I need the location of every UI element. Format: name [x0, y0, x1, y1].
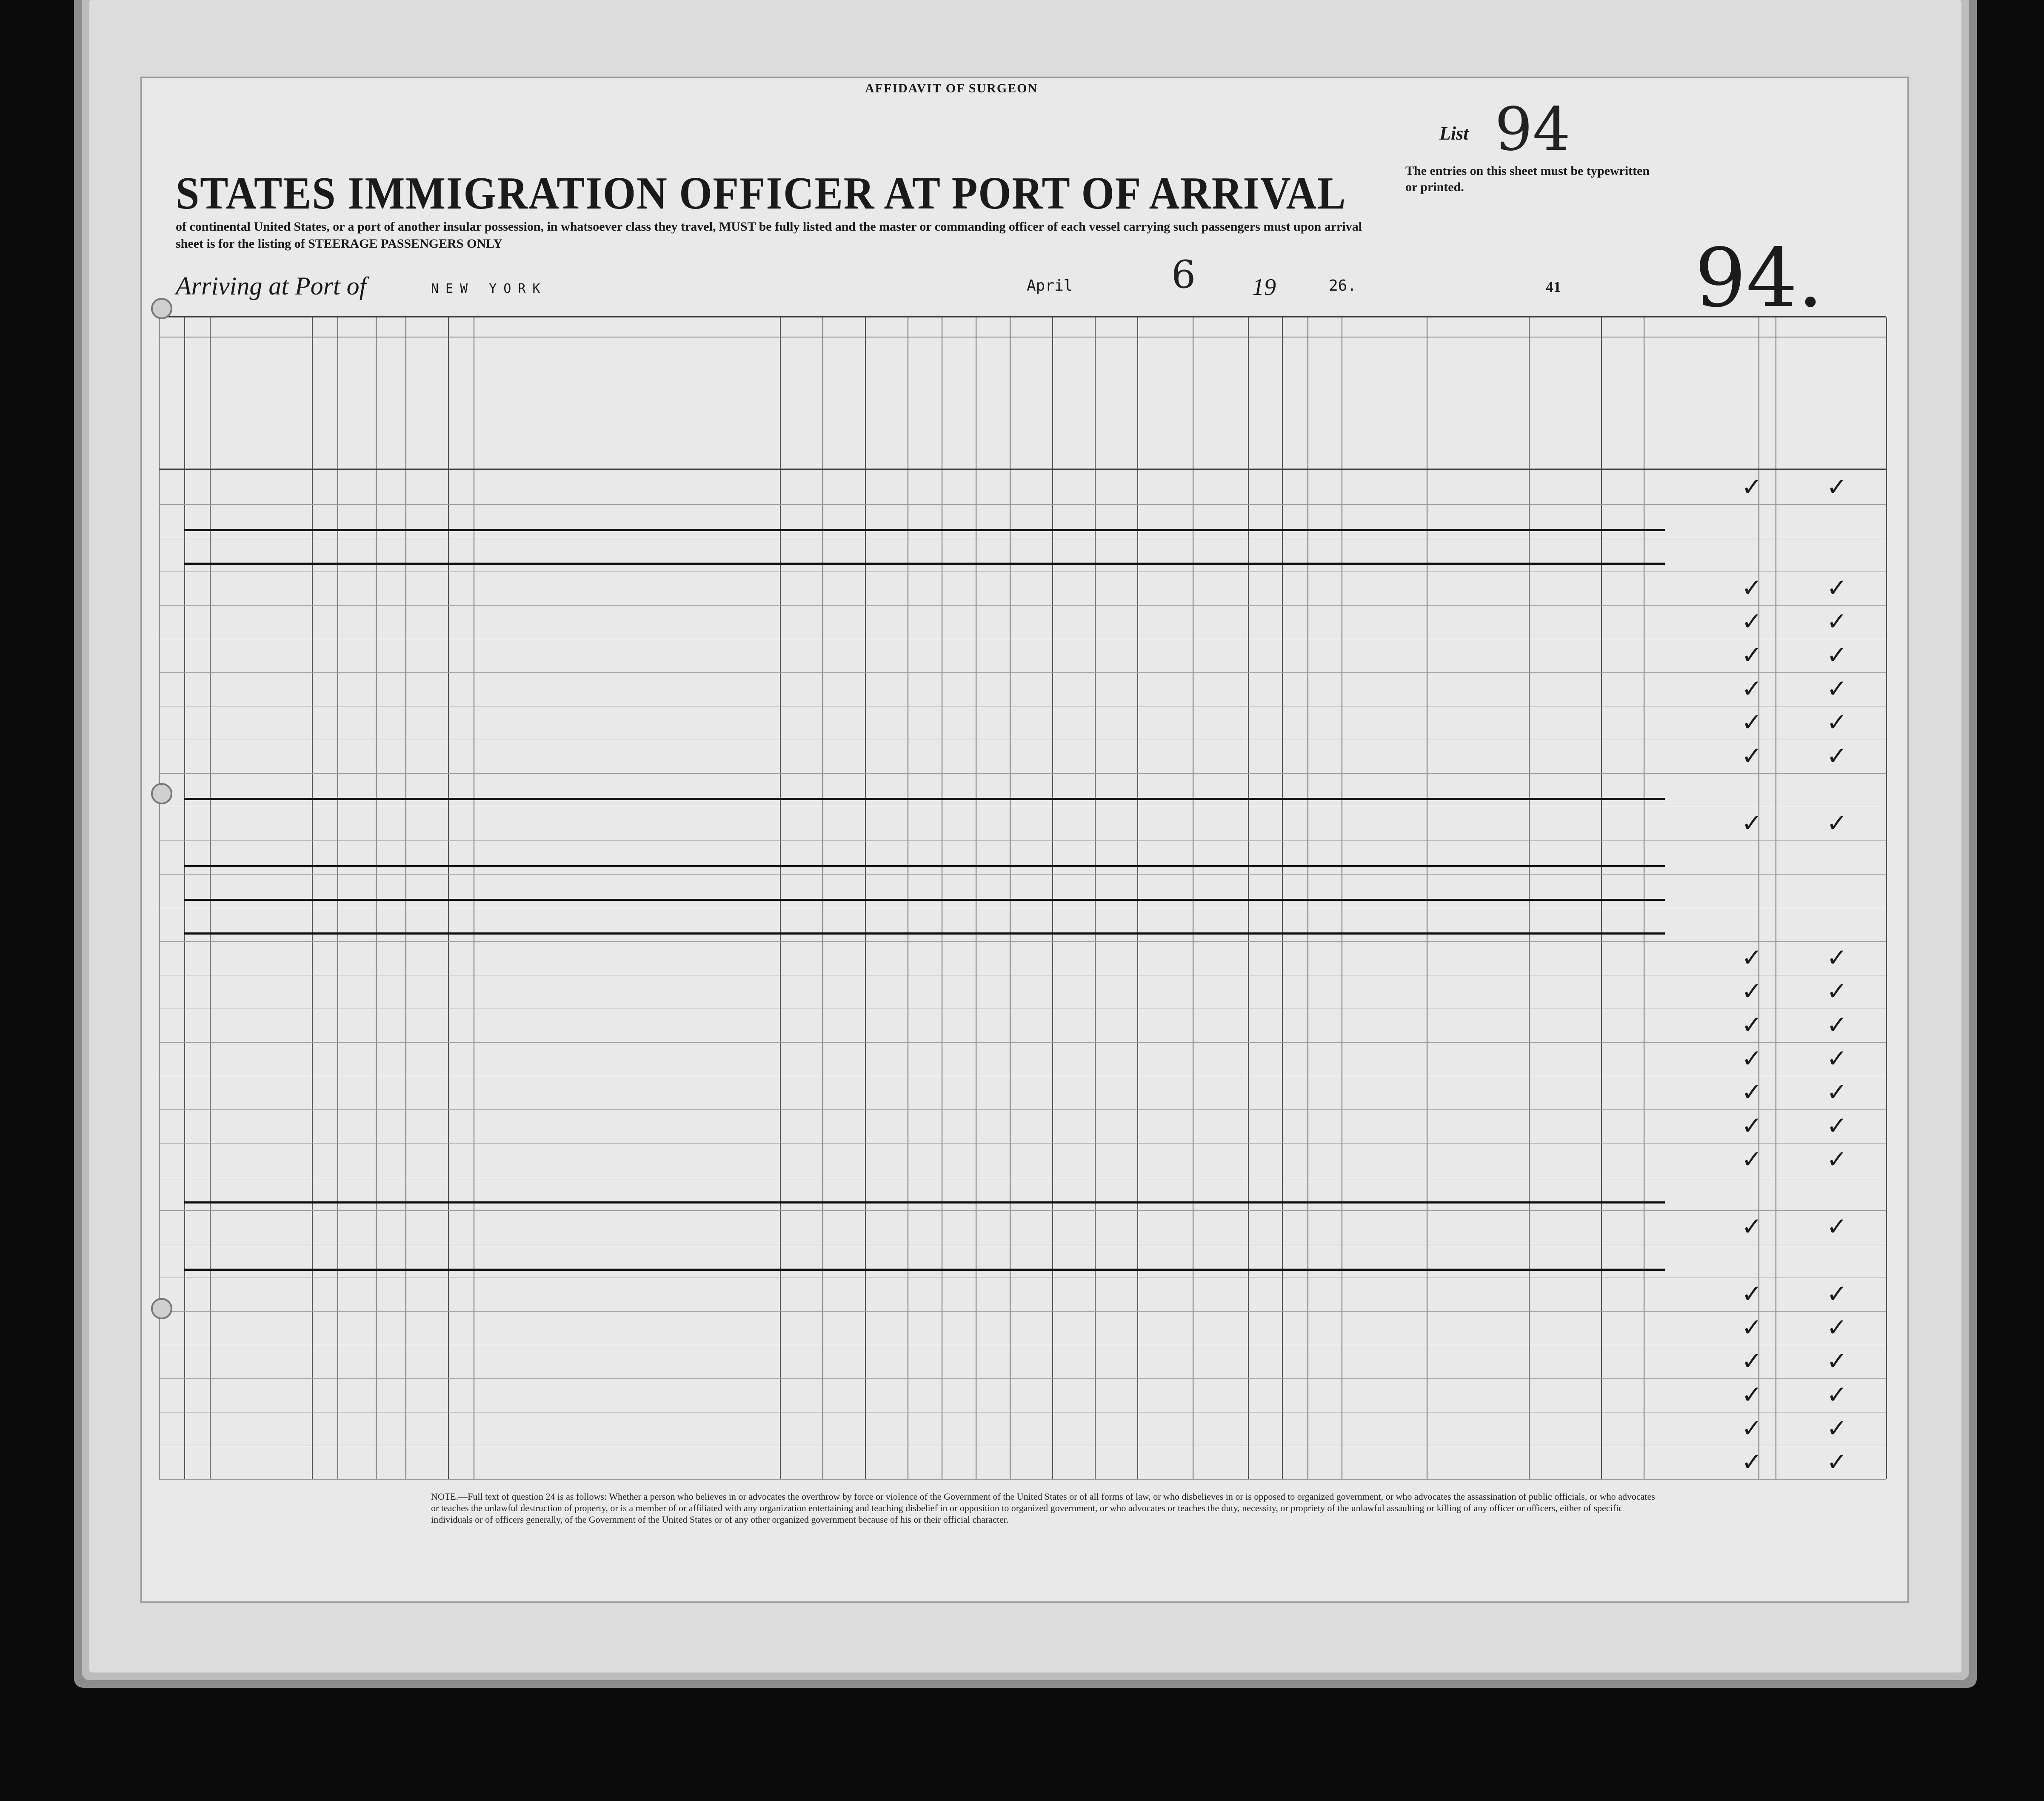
check-mark-icon: ✓ — [1741, 1010, 1762, 1039]
check-mark-icon: ✓ — [1827, 1212, 1847, 1241]
affidavit-heading: AFFIDAVIT OF SURGEON — [865, 81, 1038, 95]
column-divider — [337, 317, 338, 1479]
column-divider — [780, 317, 781, 1479]
strike-through-line — [184, 932, 1665, 935]
check-mark-icon: ✓ — [1827, 1380, 1847, 1409]
check-mark-icon: ✓ — [1741, 741, 1762, 770]
row-divider — [159, 874, 1886, 875]
row-divider — [159, 605, 1886, 606]
check-mark-icon: ✓ — [1827, 1145, 1847, 1174]
intro-text — [176, 218, 1622, 252]
check-mark-icon: ✓ — [1827, 1078, 1847, 1106]
check-mark-icon: ✓ — [1741, 640, 1762, 669]
check-mark-icon: ✓ — [1741, 1078, 1762, 1106]
passenger-table — [159, 316, 1886, 1479]
check-mark-icon: ✓ — [1827, 809, 1847, 838]
strike-through-line — [184, 798, 1665, 800]
check-mark-icon: ✓ — [1827, 1010, 1847, 1039]
column-divider — [184, 317, 185, 1479]
binder-hole — [151, 298, 172, 319]
typewritten-note: The entries on this sheet must be typewritten or printed. — [1405, 164, 1650, 194]
column-divider — [1137, 317, 1138, 1479]
check-mark-icon: ✓ — [1741, 472, 1762, 501]
column-divider — [312, 317, 313, 1479]
binder-hole — [151, 783, 172, 804]
arrival-day-handwritten: 6 — [1171, 252, 1196, 297]
strike-through-line — [184, 1269, 1665, 1271]
column-divider — [405, 317, 406, 1479]
check-mark-icon: ✓ — [1741, 1111, 1762, 1140]
check-mark-icon: ✓ — [1827, 573, 1847, 602]
column-divider — [1601, 317, 1602, 1479]
check-mark-icon: ✓ — [1827, 1279, 1847, 1308]
check-mark-icon: ✓ — [1741, 1380, 1762, 1409]
binder-hole — [151, 1298, 172, 1319]
question-24-note: NOTE.—Full text of question 24 is as follows: Whether a person who believes in or advocates the overthrow by force or violence of the Government of the United States or of all forms of law, or who disbelieves in or is opposed to organized government, or who advocates the assassination of public officials, or who advocates or teaches the unlawful destruction of property, or is a member of or affiliated with any organization entertaining and teaching disbelief in or opposition to organized government, or who advocates or teaches the duty, necessity, or propriety of the unlawful assaulting or killing of any officer or officers, either of specific individuals or of officers generally, of the Government of the United States or of any other organized government because of his or their official character. — [431, 1491, 1655, 1525]
column-divider — [1282, 317, 1283, 1479]
check-mark-icon: ✓ — [1827, 640, 1847, 669]
column-divider — [865, 317, 866, 1479]
check-mark-icon: ✓ — [1827, 1044, 1847, 1073]
check-mark-icon: ✓ — [1827, 977, 1847, 1006]
row-divider — [159, 672, 1886, 673]
sheet-number-handwritten: 94. — [1695, 231, 1824, 325]
column-divider — [1010, 317, 1011, 1479]
check-mark-icon: ✓ — [1827, 708, 1847, 737]
sheet-number: 41 — [1546, 278, 1561, 295]
check-mark-icon: ✓ — [1827, 607, 1847, 636]
row-divider — [159, 941, 1886, 942]
check-mark-icon: ✓ — [1741, 708, 1762, 737]
check-mark-icon: ✓ — [1741, 1447, 1762, 1476]
page-title: STATES IMMIGRATION OFFICER AT PORT OF ARRIVAL — [176, 168, 1347, 219]
arrival-year: 26. — [1329, 277, 1357, 294]
strike-through-line — [184, 1201, 1665, 1204]
column-divider — [376, 317, 377, 1479]
row-divider — [159, 1109, 1886, 1110]
check-mark-icon: ✓ — [1827, 1313, 1847, 1342]
column-divider — [1886, 317, 1887, 1479]
strike-through-line — [184, 865, 1665, 867]
check-mark-icon: ✓ — [1827, 1111, 1847, 1140]
row-divider — [159, 773, 1886, 774]
check-mark-icon: ✓ — [1827, 1447, 1847, 1476]
strike-through-line — [184, 529, 1665, 531]
list-number-handwritten: 94 — [1495, 95, 1571, 164]
header-divider — [159, 469, 1886, 470]
port-value: NEW YORK — [431, 281, 547, 296]
port-label: Arriving at Port of — [176, 272, 367, 300]
check-mark-icon: ✓ — [1741, 1044, 1762, 1073]
check-mark-icon: ✓ — [1827, 674, 1847, 703]
row-divider — [159, 504, 1886, 505]
column-divider — [1052, 317, 1053, 1479]
row-divider — [159, 1378, 1886, 1379]
check-mark-icon: ✓ — [1741, 674, 1762, 703]
row-divider — [159, 1311, 1886, 1312]
column-divider — [1529, 317, 1530, 1479]
check-mark-icon: ✓ — [1827, 472, 1847, 501]
column-divider — [1095, 317, 1096, 1479]
check-mark-icon: ✓ — [1741, 1346, 1762, 1375]
strike-through-line — [184, 563, 1665, 565]
row-divider — [159, 1479, 1886, 1480]
check-mark-icon: ✓ — [1827, 741, 1847, 770]
arrival-year-prefix: 19 — [1252, 274, 1276, 300]
column-divider — [210, 317, 211, 1479]
list-label: List — [1439, 123, 1469, 144]
column-divider — [1307, 317, 1308, 1479]
check-mark-icon: ✓ — [1741, 809, 1762, 838]
column-divider — [1248, 317, 1249, 1479]
check-mark-icon: ✓ — [1741, 1279, 1762, 1308]
check-mark-icon: ✓ — [1741, 1313, 1762, 1342]
check-mark-icon: ✓ — [1741, 1414, 1762, 1443]
intro-line-1: of continental United States, or a port of another insular possession, in whatsoever class they travel, MUST be fully listed and the master or commanding officer of each vessel carrying such passengers must upon arrival — [176, 220, 1362, 234]
check-mark-icon: ✓ — [1741, 1212, 1762, 1241]
check-mark-icon: ✓ — [1741, 943, 1762, 972]
check-mark-icon: ✓ — [1741, 607, 1762, 636]
check-mark-icon: ✓ — [1827, 943, 1847, 972]
check-mark-icon: ✓ — [1741, 977, 1762, 1006]
check-mark-icon: ✓ — [1827, 1346, 1847, 1375]
row-divider — [159, 840, 1886, 841]
check-mark-icon: ✓ — [1741, 573, 1762, 602]
row-divider — [159, 1042, 1886, 1043]
column-divider — [822, 317, 823, 1479]
manifest-page — [140, 77, 1909, 1603]
check-mark-icon: ✓ — [1827, 1414, 1847, 1443]
check-mark-icon: ✓ — [1741, 1145, 1762, 1174]
intro-line-2: sheet is for the listing of STEERAGE PASSENGERS ONLY — [176, 237, 502, 251]
arrival-month: April — [1027, 277, 1073, 294]
strike-through-line — [184, 899, 1665, 901]
column-divider — [448, 317, 449, 1479]
row-divider — [159, 1210, 1886, 1211]
